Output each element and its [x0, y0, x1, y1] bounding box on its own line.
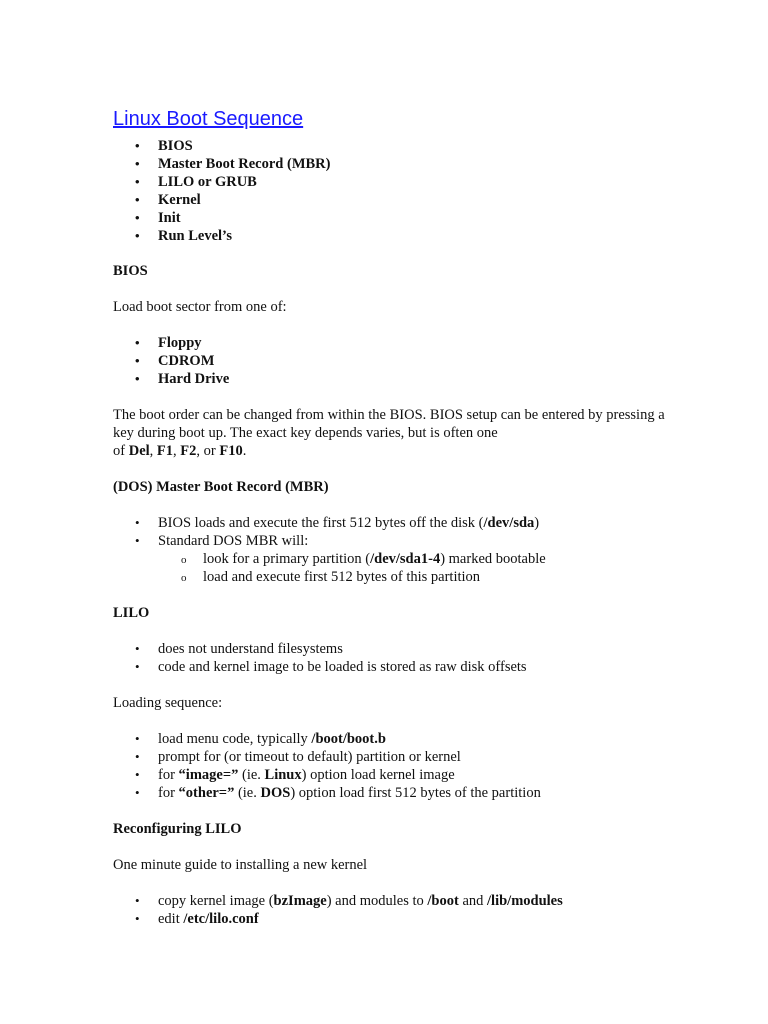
- mbr-list: [113, 514, 673, 550]
- boot-device-list: [113, 334, 673, 388]
- sub-list-item: o load and execute first 512 bytes of this partition: [113, 568, 673, 586]
- overview-list: [113, 137, 673, 245]
- list-item: • Master Boot Record (MBR): [113, 155, 673, 173]
- list-item: • Standard DOS MBR will:: [113, 532, 673, 550]
- sub-list-item: o look for a primary partition (/dev/sda1-4) marked bootable: [113, 550, 673, 568]
- list-item: • copy kernel image (bzImage) and modules to /boot and /lib/modules: [113, 892, 673, 910]
- reconfig-intro: One minute guide to installing a new kernel: [113, 857, 368, 873]
- mbr-sub-list: [113, 550, 673, 586]
- reconfig-steps-list: [113, 892, 673, 928]
- list-item: • load menu code, typically /boot/boot.b: [113, 730, 673, 748]
- bios-paragraph: The boot order can be changed from within the BIOS. BIOS setup can be entered by pressing a key during boot up. The exact key depends varies, but is often one of Del, F1, F2, or F10.: [113, 407, 665, 459]
- list-item: • Init: [113, 209, 673, 227]
- loading-sequence-label: Loading sequence:: [113, 695, 223, 711]
- list-item: • Hard Drive: [113, 370, 673, 388]
- bios-intro: Load boot sector from one of:: [113, 299, 287, 315]
- section-heading-mbr: (DOS) Master Boot Record (MBR): [113, 479, 329, 495]
- section-heading-bios: BIOS: [113, 263, 148, 279]
- list-item: • CDROM: [113, 352, 673, 370]
- lilo-list: [113, 640, 673, 676]
- page-title-link[interactable]: Linux Boot Sequence: [113, 108, 304, 130]
- loading-sequence-list: [113, 730, 673, 802]
- list-item: • prompt for (or timeout to default) partition or kernel: [113, 748, 673, 766]
- list-item: • Floppy: [113, 334, 673, 352]
- section-heading-lilo: LILO: [113, 605, 150, 621]
- section-heading-reconfiguring-lilo: Reconfiguring LILO: [113, 821, 242, 837]
- list-item: • BIOS loads and execute the first 512 bytes off the disk (/dev/sda): [113, 514, 673, 532]
- list-item: • BIOS: [113, 137, 673, 155]
- list-item: • for “image=” (ie. Linux) option load kernel image: [113, 766, 673, 784]
- list-item: • LILO or GRUB: [113, 173, 673, 191]
- list-item: • does not understand filesystems: [113, 640, 673, 658]
- list-item: • edit /etc/lilo.conf: [113, 910, 673, 928]
- list-item: • for “other=” (ie. DOS) option load first 512 bytes of the partition: [113, 784, 673, 802]
- document-page: [113, 107, 673, 928]
- list-item: • code and kernel image to be loaded is stored as raw disk offsets: [113, 658, 673, 676]
- list-item: • Kernel: [113, 191, 673, 209]
- list-item: • Run Level’s: [113, 227, 673, 245]
